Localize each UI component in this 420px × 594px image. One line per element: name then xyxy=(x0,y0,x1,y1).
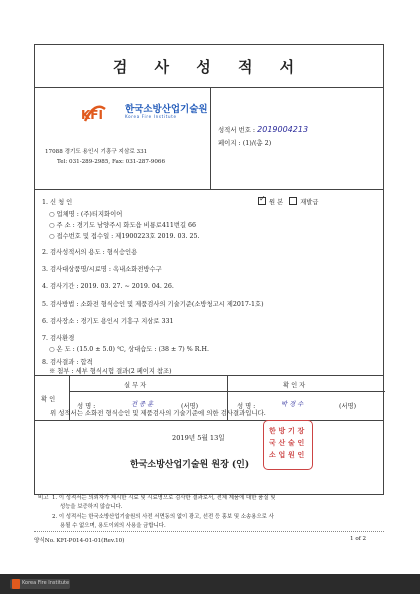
original-checkbox-icon xyxy=(258,197,266,205)
seal-char: 업 xyxy=(278,450,286,459)
note-2a: 2. 이 성적서는 한국소방산업기술원의 사전 서면동의 없이 광고, 선전 등 홍보 및 소송용으로 사 xyxy=(52,514,274,520)
page-indicator: 페이지 : (1)/(총 2) xyxy=(218,139,272,147)
checker-name-label: 성 명 : xyxy=(237,403,256,410)
checker-name: 박 경 수 xyxy=(281,401,304,408)
field-period: 4. 검사기간 : 2019. 03. 27. ~ 2019. 04. 26. xyxy=(42,283,174,290)
kfi-logo-icon xyxy=(79,99,119,123)
org-box xyxy=(35,87,211,189)
kfi-mini-logo-icon xyxy=(12,579,20,589)
seal-char: 국 xyxy=(269,438,276,447)
reissue-label: 재발급 xyxy=(300,199,319,206)
field-address: ○ 주 소 : 경기도 남양주시 화도읍 비룡로411번길 66 xyxy=(49,222,197,229)
logo-text: KFI xyxy=(81,108,103,122)
org-address: 17088 경기도 용인시 기흥구 지삼로 331 xyxy=(45,149,148,155)
note-2b: 용될 수 없으며, 용도이외의 사용을 금합니다. xyxy=(60,523,166,529)
seal-char: 장 xyxy=(297,426,305,435)
field-env: 7. 검사환경 xyxy=(42,335,75,342)
org-tel: Tel: 031-289-2985, Fax: 031-287-9066 xyxy=(57,159,166,165)
field-env-detail: ○ 온 도 : (15.0 ± 5.0) ℃, 상대습도 : (38 ± 7) % R.H. xyxy=(49,346,209,353)
statement: 위 성적서는 소화전 형식승인 및 제품검사의 기술기준에 의한 검사결과입니다. xyxy=(50,409,266,417)
field-receipt: ○ 접수번호 및 접수일 : 제1900223호 2019. 03. 25. xyxy=(49,233,200,240)
worker-name: 전 종 훈 xyxy=(131,401,154,408)
field-method: 5. 검사방법 : 소화전 형식승인 및 제품검사의 기술기준(소방청고시 제2017-1호) xyxy=(42,301,264,308)
notes-label: 비고 xyxy=(38,495,49,501)
note-1b: 성능을 보증하지 않습니다. xyxy=(60,504,123,510)
field-result: 8. 검사결과 : 합격 xyxy=(42,359,93,366)
footer-rule xyxy=(34,531,384,532)
worker-sign: (서명) xyxy=(181,403,199,410)
checker-header: 확 인 자 xyxy=(283,382,306,389)
official-seal-icon xyxy=(263,420,313,470)
copy-type xyxy=(258,197,318,206)
confirm-label: 확 인 xyxy=(41,396,56,403)
field-applicant: 1. 신 청 인 xyxy=(42,199,73,206)
header-row xyxy=(35,87,383,190)
document-title: 검 사 성 적 서 xyxy=(112,58,306,76)
viewer-bottom-bar xyxy=(0,574,420,594)
form-number: 양식No. KFI-P014-01-01(Rev.10) xyxy=(34,538,125,544)
cert-number-value: 2019004213 xyxy=(257,125,309,134)
watermark-text: Korea Fire Institute xyxy=(22,580,70,586)
seal-char: 인 xyxy=(297,450,305,459)
field-purpose: 2. 검사성적서의 용도 : 형식승인용 xyxy=(42,249,138,256)
president-line: 한국소방산업기술원 원장 (인) xyxy=(130,460,250,470)
seal-char: 방 xyxy=(278,426,286,435)
title-row xyxy=(35,45,383,88)
seal-char: 한 xyxy=(269,426,276,435)
field-company: ○ 업체명 : (주)티지화이어 xyxy=(49,211,123,218)
seal-char: 소 xyxy=(269,450,276,459)
seal-char: 인 xyxy=(297,438,305,447)
seal-char: 산 xyxy=(278,438,286,447)
field-attach: ※ 첨부 : 세부 형식시험 결과(2 페이지 참조) xyxy=(49,368,172,375)
seal-char: 원 xyxy=(288,450,295,459)
checker-sign: (서명) xyxy=(339,403,357,410)
field-product: 3. 검사대상품명/시료명 : 옥내소화전방수구 xyxy=(42,266,162,273)
worker-header: 실 무 자 xyxy=(124,382,147,389)
cert-number xyxy=(218,125,308,134)
issue-date: 2019년 5월 13일 xyxy=(172,434,225,442)
org-name-en: Korea Fire Institute xyxy=(125,114,177,119)
certificate-frame xyxy=(34,44,384,495)
note-1a: 1. 이 성적서는 의뢰자가 제시한 시료 및 시료명으로 검사한 결과로서, 전체 제품에 대한 품질 및 xyxy=(52,495,276,501)
seal-char: 기 xyxy=(288,426,295,435)
seal-char: 술 xyxy=(288,438,295,447)
cert-number-label: 성적서 번호 : xyxy=(218,126,256,134)
field-location: 6. 검사장소 : 경기도 용인시 기흥구 지삼로 331 xyxy=(42,318,174,325)
footer-page: 1 of 2 xyxy=(350,536,367,542)
reissue-checkbox-icon xyxy=(289,197,297,205)
org-name-ko: 한국소방산업기술원 xyxy=(125,104,208,115)
original-label: 원 본 xyxy=(269,199,284,206)
worker-name-label: 성 명 : xyxy=(77,403,96,410)
